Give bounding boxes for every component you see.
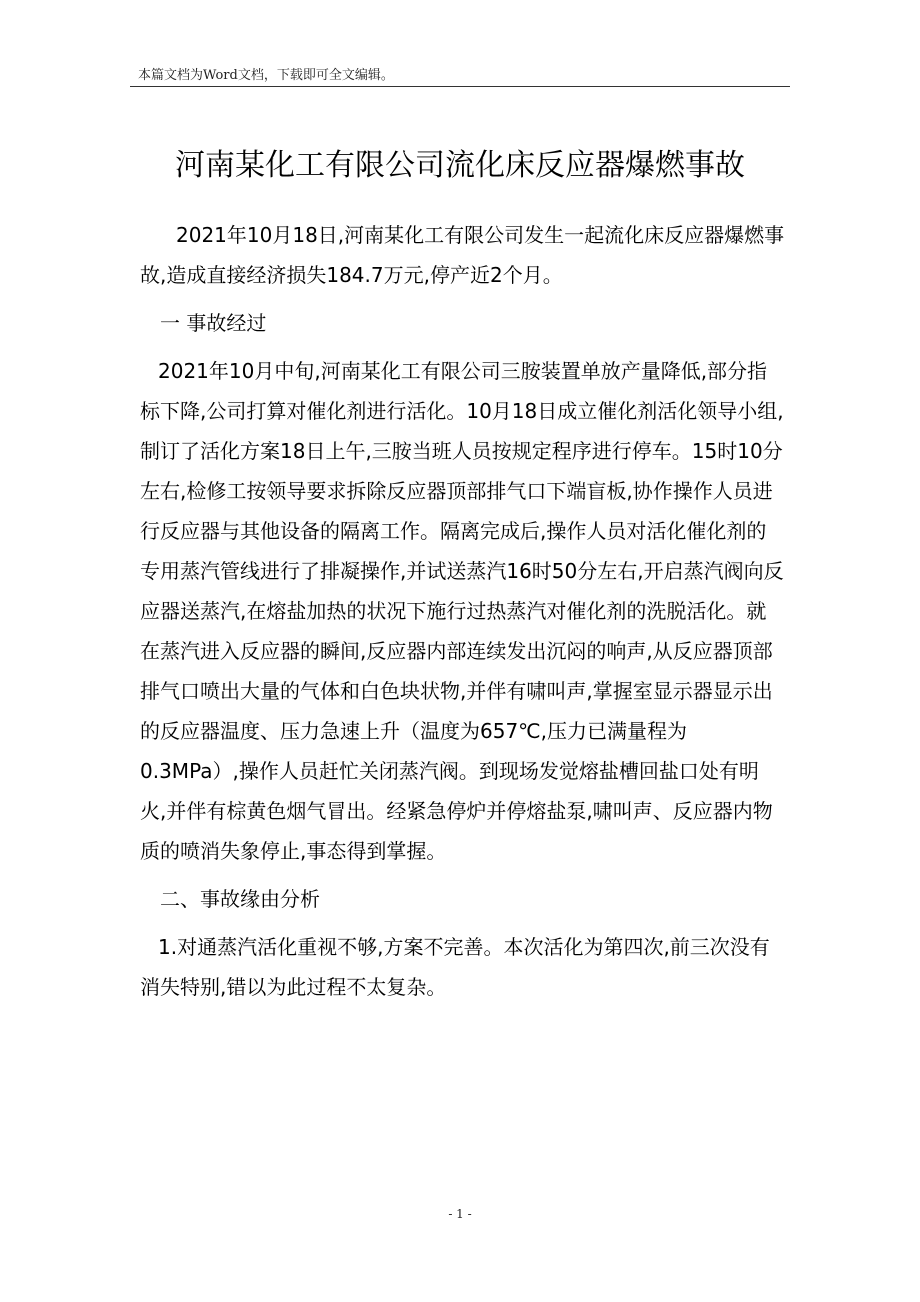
accident-process-paragraph: 2021年10月中旬,河南某化工有限公司三胺装置单放产量降低,部分指标下降,公司打算对催化剂进行活化。10月18日成立催化剂活化领导小组,制订了活化方案18日上午,三胺当班人员按规定程序进行停车。15时10分左右,检修工按领导要求拆除反应器顶部排气口下端盲板,协作操作人员进行反应器与其他设备的隔离工作。隔离完成后,操作人员对活化催化剂的专用蒸汽管线进行了排凝操作,并试送蒸汽16时50分左右,开启蒸汽阀向反应器送蒸汽,在熔盐加热的状况下施行过热蒸汽对催化剂的洗脱活化。就在蒸汽进入反应器的瞬间,反应器内部连续发出沉闷的响声,从反应器顶部排气口喷出大量的气体和白色块状物,并伴有啸叫声,掌握室显示器显示出的反应器温度、压力急速上升（温度为657℃,压力已满量程为0.3MPa）,操作人员赶忙关闭蒸汽阀。到现场发觉熔盐槽回盐口处有明火,并伴有棕黄色烟气冒出。经紧急停炉并停熔盐泵,啸叫声、反应器内物质的喷消失象停止,事态得到掌握。 xyxy=(140,359,784,863)
document-body xyxy=(140,215,785,1007)
page-header xyxy=(130,64,790,88)
header-divider xyxy=(130,86,790,87)
intro-paragraph: 2021年10月18日,河南某化工有限公司发生一起流化床反应器爆燃事故,造成直接经济损失184.7万元,停产近2个月。 xyxy=(140,223,785,287)
document-title: 河南某化工有限公司流化床反应器爆燃事故 xyxy=(175,148,745,183)
section-heading-accident-process: 一 事故经过 xyxy=(160,311,267,335)
cause-item-1-paragraph: 1.对通蒸汽活化重视不够,方案不完善。本次活化为第四次,前三次没有消失特别,错以为此过程不太复杂。 xyxy=(140,935,770,999)
section-heading-cause-analysis: 二、事故缘由分析 xyxy=(160,887,320,911)
header-text: 本篇文档为Word文档，下载即可全文编辑。 xyxy=(138,68,394,83)
page-number: - 1 - xyxy=(448,1207,472,1221)
